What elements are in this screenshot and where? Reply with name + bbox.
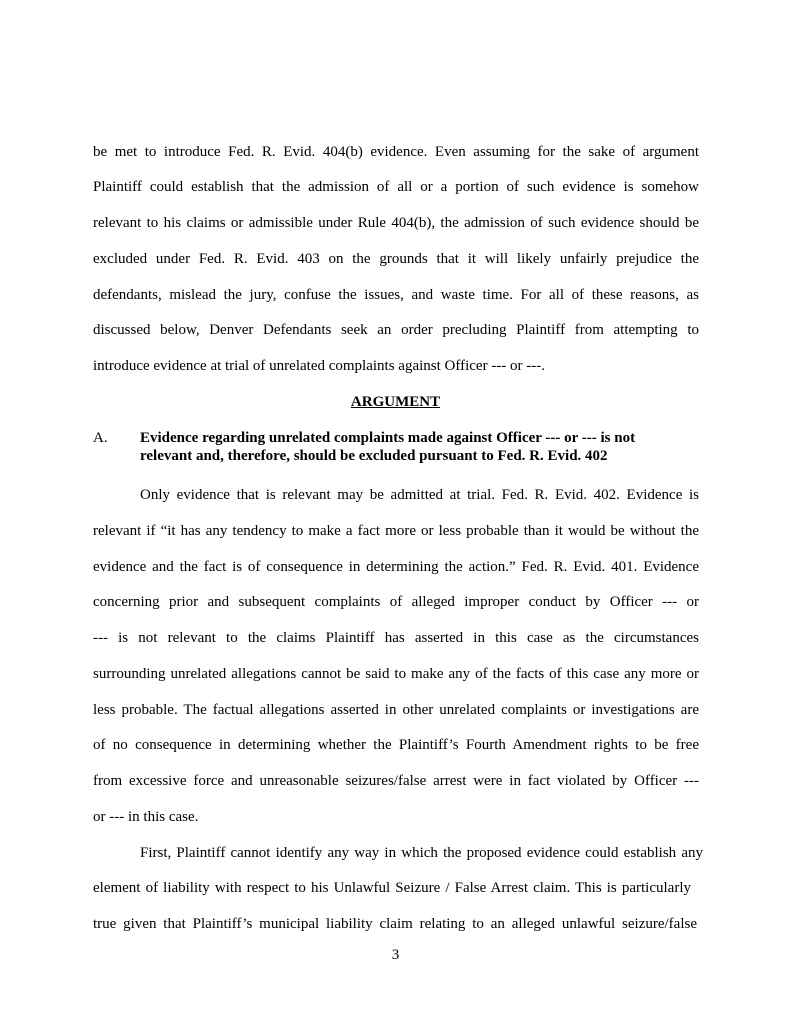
intro-line: be met to introduce Fed. R. Evid. 404(b) evidence. Even assuming for the sake of argument (93, 144, 699, 160)
para2-line: true given that Plaintiff’s municipal liability claim relating to an alleged unlawful seizure/false (93, 916, 697, 932)
intro-line: excluded under Fed. R. Evid. 403 on the grounds that it will likely unfairly prejudice the (93, 251, 699, 267)
intro-line: introduce evidence at trial of unrelated complaints against Officer --- or ---. (93, 358, 546, 374)
para1-line: concerning prior and subsequent complaints of alleged improper conduct by Officer --- or (93, 594, 699, 610)
section-title-line: relevant and, therefore, should be excluded pursuant to Fed. R. Evid. 402 (140, 448, 608, 464)
para2-line: element of liability with respect to his Unlawful Seizure / False Arrest claim. This is particularly (93, 880, 691, 896)
para1-line: surrounding unrelated allegations cannot be said to make any of the facts of this case any more or (93, 666, 699, 682)
intro-line: Plaintiff could establish that the admission of all or a portion of such evidence is somehow (93, 179, 699, 195)
para1-line: Only evidence that is relevant may be admitted at trial. Fed. R. Evid. 402. Evidence is (140, 487, 699, 503)
para1-line: from excessive force and unreasonable seizures/false arrest were in fact violated by Officer --- (93, 773, 699, 789)
para1-line: or --- in this case. (93, 809, 199, 825)
para1-line: less probable. The factual allegations asserted in other unrelated complaints or investigations are (93, 702, 699, 718)
section-letter: A. (93, 430, 108, 446)
para1-line: of no consequence in determining whether the Plaintiff’s Fourth Amendment rights to be free (93, 737, 699, 753)
intro-line: relevant to his claims or admissible under Rule 404(b), the admission of such evidence should be (93, 215, 699, 231)
page-number: 3 (391, 947, 400, 963)
para2-line: First, Plaintiff cannot identify any way in which the proposed evidence could establish any (140, 845, 703, 861)
intro-line: defendants, mislead the jury, confuse the issues, and waste time. For all of these reasons, as (93, 287, 699, 303)
intro-line: discussed below, Denver Defendants seek an order precluding Plaintiff from attempting to (93, 322, 699, 338)
argument-heading: ARGUMENT (350, 394, 441, 410)
para1-line: --- is not relevant to the claims Plaintiff has asserted in this case as the circumstances (93, 630, 699, 646)
para1-line: evidence and the fact is of consequence in determining the action.” Fed. R. Evid. 401. Evidence (93, 559, 699, 575)
section-title-line: Evidence regarding unrelated complaints made against Officer --- or --- is not (140, 430, 636, 446)
para1-line: relevant if “it has any tendency to make a fact more or less probable than it would be without the (93, 523, 699, 539)
